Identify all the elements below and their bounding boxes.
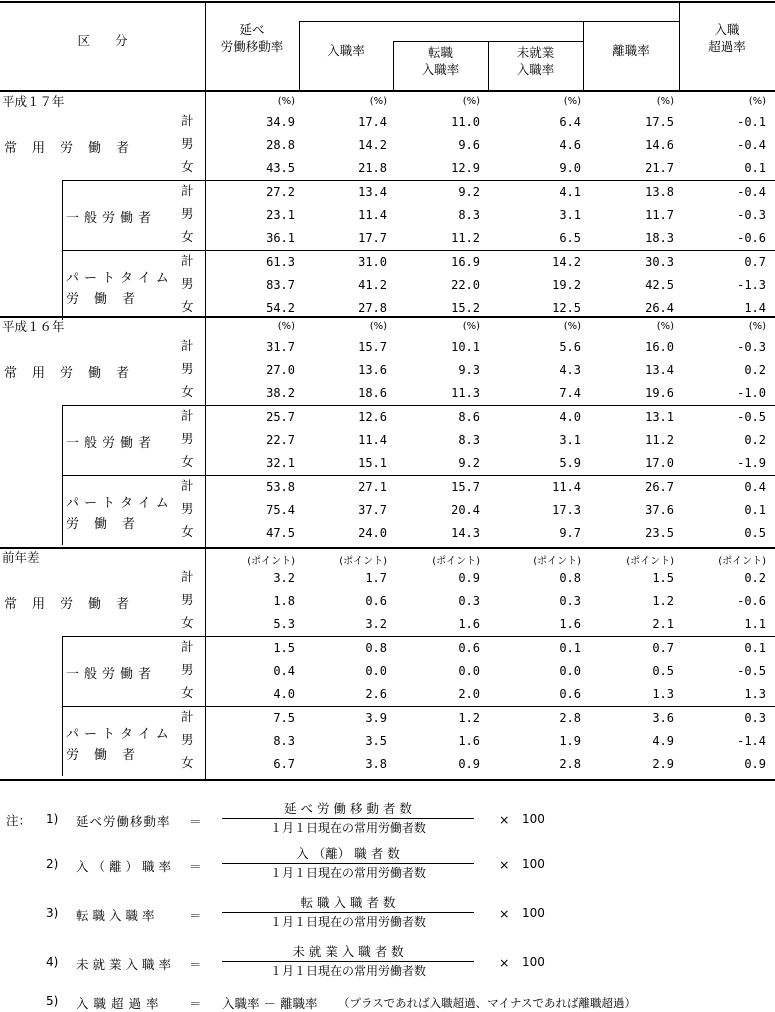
data-cell: 15.7 bbox=[451, 480, 480, 494]
data-cell: 9.2 bbox=[458, 456, 480, 470]
note-numerator: 入 （離） 職 者 数 bbox=[296, 846, 400, 861]
data-cell: -0.4 bbox=[737, 185, 766, 199]
data-cell: 42.5 bbox=[645, 278, 674, 292]
group-side-line bbox=[62, 180, 63, 250]
note-times: × bbox=[499, 857, 510, 872]
note-label: 入（離）職率 bbox=[76, 859, 176, 874]
data-cell: 17.5 bbox=[645, 115, 674, 129]
data-cell: 8.6 bbox=[458, 410, 480, 424]
data-cell: 38.2 bbox=[266, 386, 295, 400]
data-cell: 37.7 bbox=[358, 503, 387, 517]
header-chouka-line2: 超過率 bbox=[708, 39, 746, 54]
data-cell: 17.7 bbox=[358, 231, 387, 245]
data-cell: 2.8 bbox=[559, 711, 581, 725]
note-times: × bbox=[499, 906, 510, 921]
group-border bbox=[205, 636, 775, 637]
sex-label: 男 bbox=[181, 206, 194, 221]
sex-label: 女 bbox=[181, 299, 194, 314]
group-name-ippan: 一般労働者 bbox=[66, 667, 157, 682]
data-cell: 20.4 bbox=[451, 503, 480, 517]
data-cell: 18.6 bbox=[358, 386, 387, 400]
group-name-jouyou: 常 用 労 働 者 bbox=[4, 366, 131, 381]
data-cell: 14.2 bbox=[358, 138, 387, 152]
data-cell: 16.9 bbox=[451, 255, 480, 269]
data-cell: 4.9 bbox=[652, 734, 674, 748]
data-cell: 5.9 bbox=[559, 456, 581, 470]
data-cell: 13.8 bbox=[645, 185, 674, 199]
data-cell: 26.7 bbox=[645, 480, 674, 494]
data-cell: 1.2 bbox=[652, 594, 674, 608]
data-cell: 2.8 bbox=[559, 757, 581, 771]
group-side-line bbox=[62, 405, 63, 475]
note-numerator: 未 就 業 入 職 者 数 bbox=[292, 944, 404, 959]
data-cell: 9.0 bbox=[559, 161, 581, 175]
group-name-ippan: 一般労働者 bbox=[66, 436, 157, 451]
data-cell: 0.0 bbox=[559, 664, 581, 678]
sex-label: 計 bbox=[181, 478, 194, 493]
sex-label: 女 bbox=[181, 454, 194, 469]
data-cell: -0.6 bbox=[737, 231, 766, 245]
data-cell: 1.6 bbox=[458, 617, 480, 631]
header-nyushoku: 入職率 bbox=[327, 43, 365, 58]
data-cell: 0.3 bbox=[744, 711, 766, 725]
unit-label: (%) bbox=[748, 96, 766, 107]
data-cell: 11.2 bbox=[645, 433, 674, 447]
unit-label: (ポイント) bbox=[718, 556, 766, 567]
data-cell: 0.6 bbox=[458, 641, 480, 655]
data-cell: -0.3 bbox=[737, 208, 766, 222]
note-denominator: １月１日現在の常用労働者数 bbox=[269, 821, 426, 835]
data-cell: 3.5 bbox=[365, 734, 387, 748]
data-cell: 6.5 bbox=[559, 231, 581, 245]
group-name-part: パートタイム bbox=[66, 271, 174, 286]
unit-label: (ポイント) bbox=[533, 556, 581, 567]
data-cell: 75.4 bbox=[266, 503, 295, 517]
note-label: 未就業入職率 bbox=[76, 957, 176, 972]
data-cell: 43.5 bbox=[266, 161, 295, 175]
unit-label: (%) bbox=[277, 96, 295, 107]
header-nobe-line1: 延べ bbox=[239, 22, 265, 37]
data-cell: 11.4 bbox=[358, 433, 387, 447]
data-cell: 27.2 bbox=[266, 185, 295, 199]
data-cell: 4.0 bbox=[273, 687, 295, 701]
data-cell: 15.1 bbox=[358, 456, 387, 470]
unit-label: (%) bbox=[656, 96, 674, 107]
data-cell: 1.4 bbox=[744, 301, 766, 315]
note-equals: ＝ bbox=[189, 908, 202, 923]
data-cell: 34.9 bbox=[266, 115, 295, 129]
data-cell: 32.1 bbox=[266, 456, 295, 470]
data-cell: 2.6 bbox=[365, 687, 387, 701]
sex-label: 女 bbox=[181, 159, 194, 174]
note-multiplier: 100 bbox=[522, 857, 545, 871]
data-cell: 3.6 bbox=[652, 711, 674, 725]
sex-label: 男 bbox=[181, 431, 194, 446]
data-cell: 2.1 bbox=[652, 617, 674, 631]
data-cell: 27.1 bbox=[358, 480, 387, 494]
data-cell: 18.3 bbox=[645, 231, 674, 245]
data-cell: 2.9 bbox=[652, 757, 674, 771]
data-cell: 23.5 bbox=[645, 526, 674, 540]
data-cell: 4.3 bbox=[559, 363, 581, 377]
data-cell: 3.2 bbox=[365, 617, 387, 631]
data-cell: 21.7 bbox=[645, 161, 674, 175]
note-prefix: 注： bbox=[6, 813, 32, 828]
sex-label: 女 bbox=[181, 384, 194, 399]
unit-label: (ポイント) bbox=[626, 556, 674, 567]
group-name-part-line2: 労 働 者 bbox=[66, 517, 137, 532]
note-denominator: １月１日現在の常用労働者数 bbox=[269, 915, 426, 929]
data-cell: 12.9 bbox=[451, 161, 480, 175]
sex-label: 計 bbox=[181, 338, 194, 353]
data-cell: 0.4 bbox=[273, 664, 295, 678]
data-cell: 14.2 bbox=[552, 255, 581, 269]
data-cell: 19.2 bbox=[552, 278, 581, 292]
data-cell: 8.3 bbox=[458, 433, 480, 447]
data-cell: 22.7 bbox=[266, 433, 295, 447]
note-times: × bbox=[499, 955, 510, 970]
data-cell: 1.7 bbox=[365, 571, 387, 585]
data-cell: 23.1 bbox=[266, 208, 295, 222]
note-equals: ＝ bbox=[189, 859, 202, 874]
data-cell: 41.2 bbox=[358, 278, 387, 292]
data-cell: 1.9 bbox=[559, 734, 581, 748]
group-border bbox=[205, 706, 775, 707]
data-cell: 10.1 bbox=[451, 340, 480, 354]
data-cell: 11.2 bbox=[451, 231, 480, 245]
data-cell: 9.3 bbox=[458, 363, 480, 377]
data-cell: 1.1 bbox=[744, 617, 766, 631]
section-border bbox=[0, 316, 775, 318]
data-cell: 1.6 bbox=[559, 617, 581, 631]
group-side-line bbox=[62, 706, 63, 776]
data-cell: 4.6 bbox=[559, 138, 581, 152]
data-cell: 25.7 bbox=[266, 410, 295, 424]
data-cell: 13.4 bbox=[358, 185, 387, 199]
data-cell: 31.0 bbox=[358, 255, 387, 269]
data-cell: 0.6 bbox=[559, 687, 581, 701]
data-cell: 4.1 bbox=[559, 185, 581, 199]
data-cell: 5.3 bbox=[273, 617, 295, 631]
data-cell: 0.2 bbox=[744, 433, 766, 447]
note5-label: 入職超過率 bbox=[76, 996, 164, 1011]
data-cell: 27.0 bbox=[266, 363, 295, 377]
data-cell: 14.3 bbox=[451, 526, 480, 540]
sex-label: 男 bbox=[181, 501, 194, 516]
data-cell: 9.7 bbox=[559, 526, 581, 540]
data-cell: 17.0 bbox=[645, 456, 674, 470]
data-cell: 28.8 bbox=[266, 138, 295, 152]
data-cell: 0.7 bbox=[744, 255, 766, 269]
data-cell: 0.9 bbox=[744, 757, 766, 771]
header-mishugyo-line2: 入職率 bbox=[516, 62, 555, 77]
data-cell: 61.3 bbox=[266, 255, 295, 269]
note-label: 転職入職率 bbox=[76, 908, 159, 923]
group-border bbox=[205, 405, 775, 406]
data-cell: 7.4 bbox=[559, 386, 581, 400]
data-cell: -1.0 bbox=[737, 386, 766, 400]
data-cell: 0.2 bbox=[744, 571, 766, 585]
table-top-border bbox=[0, 1, 775, 3]
data-cell: -1.4 bbox=[737, 734, 766, 748]
sex-label: 女 bbox=[181, 615, 194, 630]
data-cell: 11.0 bbox=[451, 115, 480, 129]
data-cell: 0.5 bbox=[652, 664, 674, 678]
data-cell: -0.1 bbox=[737, 115, 766, 129]
data-cell: -0.5 bbox=[737, 664, 766, 678]
data-cell: 13.4 bbox=[645, 363, 674, 377]
data-cell: -1.9 bbox=[737, 456, 766, 470]
note-numerator: 転 職 入 職 者 数 bbox=[300, 895, 396, 910]
data-cell: 0.5 bbox=[744, 526, 766, 540]
data-cell: 3.9 bbox=[365, 711, 387, 725]
data-cell: 15.7 bbox=[358, 340, 387, 354]
section-label: 平成１７年 bbox=[2, 94, 65, 109]
note-number: 1) bbox=[46, 812, 59, 826]
data-cell: 11.4 bbox=[552, 480, 581, 494]
data-cell: 3.8 bbox=[365, 757, 387, 771]
unit-label: (%) bbox=[748, 321, 766, 332]
header-nobe-line2: 労働移動率 bbox=[220, 39, 284, 54]
data-cell: 9.6 bbox=[458, 138, 480, 152]
note5-formula: 入職率 － 離職率 bbox=[222, 996, 318, 1011]
sex-label: 計 bbox=[181, 408, 194, 423]
group-name-jouyou: 常 用 労 働 者 bbox=[4, 597, 131, 612]
data-cell: 37.6 bbox=[645, 503, 674, 517]
data-cell: 0.0 bbox=[458, 664, 480, 678]
header-chouka-line1: 入職 bbox=[714, 22, 740, 37]
header-tenshoku-line1: 転職 bbox=[427, 45, 453, 60]
data-cell: 53.8 bbox=[266, 480, 295, 494]
sex-label: 男 bbox=[181, 662, 194, 677]
sex-label: 男 bbox=[181, 361, 194, 376]
sex-label: 男 bbox=[181, 276, 194, 291]
header-rishoku: 離職率 bbox=[612, 43, 650, 58]
note-multiplier: 100 bbox=[522, 906, 545, 920]
data-cell: 0.0 bbox=[365, 664, 387, 678]
data-cell: 0.1 bbox=[559, 641, 581, 655]
data-cell: 4.0 bbox=[559, 410, 581, 424]
data-cell: 0.7 bbox=[652, 641, 674, 655]
data-cell: 0.9 bbox=[458, 757, 480, 771]
data-cell: 83.7 bbox=[266, 278, 295, 292]
data-cell: 0.1 bbox=[744, 641, 766, 655]
note-times: × bbox=[499, 812, 510, 827]
sex-label: 計 bbox=[181, 569, 194, 584]
note-denominator: １月１日現在の常用労働者数 bbox=[269, 964, 426, 978]
data-cell: 21.8 bbox=[358, 161, 387, 175]
data-cell: 17.3 bbox=[552, 503, 581, 517]
sex-label: 男 bbox=[181, 136, 194, 151]
data-cell: 0.4 bbox=[744, 480, 766, 494]
table-bottom-border bbox=[0, 779, 775, 781]
group-border bbox=[205, 180, 775, 181]
note-number: 2) bbox=[46, 857, 59, 871]
data-cell: 0.9 bbox=[458, 571, 480, 585]
sex-label: 計 bbox=[181, 113, 194, 128]
data-cell: 1.2 bbox=[458, 711, 480, 725]
section-label: 平成１６年 bbox=[2, 319, 65, 334]
unit-label: (%) bbox=[563, 96, 581, 107]
data-cell: 26.4 bbox=[645, 301, 674, 315]
unit-label: (%) bbox=[277, 321, 295, 332]
group-side-line bbox=[62, 636, 63, 706]
group-name-part: パートタイム bbox=[66, 727, 174, 742]
column-divider bbox=[205, 1, 206, 780]
note-multiplier: 100 bbox=[522, 812, 545, 826]
sex-label: 計 bbox=[181, 183, 194, 198]
sex-label: 女 bbox=[181, 755, 194, 770]
group-name-ippan: 一般労働者 bbox=[66, 211, 157, 226]
sex-label: 男 bbox=[181, 592, 194, 607]
data-cell: 14.6 bbox=[645, 138, 674, 152]
data-cell: 0.3 bbox=[458, 594, 480, 608]
unit-label: (%) bbox=[462, 321, 480, 332]
note-numerator: 延 べ 労 働 移 動 者 数 bbox=[284, 801, 412, 816]
data-cell: 0.6 bbox=[365, 594, 387, 608]
unit-label: (%) bbox=[369, 96, 387, 107]
data-cell: -1.3 bbox=[737, 278, 766, 292]
data-cell: 0.1 bbox=[744, 161, 766, 175]
unit-label: (%) bbox=[462, 96, 480, 107]
unit-label: (ポイント) bbox=[432, 556, 480, 567]
data-cell: 2.0 bbox=[458, 687, 480, 701]
group-side-line bbox=[62, 250, 63, 320]
unit-label: (%) bbox=[656, 321, 674, 332]
data-cell: 3.1 bbox=[559, 208, 581, 222]
data-cell: 24.0 bbox=[358, 526, 387, 540]
section-label: 前年差 bbox=[2, 550, 40, 565]
data-cell: 0.3 bbox=[559, 594, 581, 608]
data-cell: 11.3 bbox=[451, 386, 480, 400]
sex-label: 計 bbox=[181, 253, 194, 268]
data-cell: 11.4 bbox=[358, 208, 387, 222]
data-cell: -0.6 bbox=[737, 594, 766, 608]
data-cell: 3.2 bbox=[273, 571, 295, 585]
data-cell: 27.8 bbox=[358, 301, 387, 315]
data-cell: -0.4 bbox=[737, 138, 766, 152]
data-cell: 0.8 bbox=[559, 571, 581, 585]
data-cell: 22.0 bbox=[451, 278, 480, 292]
data-cell: 31.7 bbox=[266, 340, 295, 354]
note5-paren: （プラスであれば入職超過、マイナスであれば離職超過） bbox=[338, 996, 636, 1010]
header-tenshoku-line2: 入職率 bbox=[421, 62, 460, 77]
note-label: 延べ労働移動率 bbox=[76, 814, 171, 829]
unit-label: (%) bbox=[563, 321, 581, 332]
data-cell: 0.2 bbox=[744, 363, 766, 377]
note5-number: 5) bbox=[46, 994, 59, 1008]
data-cell: 1.5 bbox=[652, 571, 674, 585]
data-cell: 1.6 bbox=[458, 734, 480, 748]
data-cell: 8.3 bbox=[273, 734, 295, 748]
group-border bbox=[205, 475, 775, 476]
data-cell: 0.1 bbox=[744, 503, 766, 517]
header-bottom-border bbox=[0, 90, 775, 92]
note-equals: ＝ bbox=[189, 814, 202, 829]
data-cell: 5.6 bbox=[559, 340, 581, 354]
note-equals: ＝ bbox=[189, 957, 202, 972]
data-cell: 1.3 bbox=[652, 687, 674, 701]
data-cell: 15.2 bbox=[451, 301, 480, 315]
data-cell: 17.4 bbox=[358, 115, 387, 129]
note-denominator: １月１日現在の常用労働者数 bbox=[269, 866, 426, 880]
sex-label: 女 bbox=[181, 524, 194, 539]
group-name-part-line2: 労 働 者 bbox=[66, 748, 137, 763]
note5-equals: ＝ bbox=[189, 996, 202, 1011]
data-cell: 11.7 bbox=[645, 208, 674, 222]
data-cell: 47.5 bbox=[266, 526, 295, 540]
group-name-part-line2: 労 働 者 bbox=[66, 292, 137, 307]
group-name-part: パートタイム bbox=[66, 496, 174, 511]
sex-label: 女 bbox=[181, 685, 194, 700]
data-cell: -0.5 bbox=[737, 410, 766, 424]
data-cell: 54.2 bbox=[266, 301, 295, 315]
sex-label: 計 bbox=[181, 709, 194, 724]
sex-label: 女 bbox=[181, 229, 194, 244]
data-cell: 0.8 bbox=[365, 641, 387, 655]
data-cell: 1.8 bbox=[273, 594, 295, 608]
group-side-line bbox=[62, 475, 63, 545]
data-cell: 6.4 bbox=[559, 115, 581, 129]
data-cell: 13.1 bbox=[645, 410, 674, 424]
data-cell: 12.5 bbox=[552, 301, 581, 315]
unit-label: (ポイント) bbox=[247, 556, 295, 567]
header-mishugyo-line1: 未就業 bbox=[516, 45, 555, 60]
data-cell: 30.3 bbox=[645, 255, 674, 269]
data-cell: 3.1 bbox=[559, 433, 581, 447]
data-cell: 7.5 bbox=[273, 711, 295, 725]
header-kubun: 区 分 bbox=[77, 33, 128, 48]
unit-label: (%) bbox=[369, 321, 387, 332]
data-cell: 16.0 bbox=[645, 340, 674, 354]
note-number: 4) bbox=[46, 955, 59, 969]
data-cell: 19.6 bbox=[645, 386, 674, 400]
data-cell: 6.7 bbox=[273, 757, 295, 771]
data-cell: 12.6 bbox=[358, 410, 387, 424]
sex-label: 計 bbox=[181, 639, 194, 654]
sex-label: 男 bbox=[181, 732, 194, 747]
data-cell: -0.3 bbox=[737, 340, 766, 354]
data-cell: 9.2 bbox=[458, 185, 480, 199]
data-cell: 1.3 bbox=[744, 687, 766, 701]
data-cell: 1.5 bbox=[273, 641, 295, 655]
section-border bbox=[0, 547, 775, 549]
unit-label: (ポイント) bbox=[339, 556, 387, 567]
note-multiplier: 100 bbox=[522, 955, 545, 969]
data-cell: 8.3 bbox=[458, 208, 480, 222]
group-border bbox=[205, 250, 775, 251]
data-cell: 36.1 bbox=[266, 231, 295, 245]
group-name-jouyou: 常 用 労 働 者 bbox=[4, 141, 131, 156]
data-cell: 13.6 bbox=[358, 363, 387, 377]
header-subline bbox=[299, 21, 679, 22]
note-number: 3) bbox=[46, 906, 59, 920]
